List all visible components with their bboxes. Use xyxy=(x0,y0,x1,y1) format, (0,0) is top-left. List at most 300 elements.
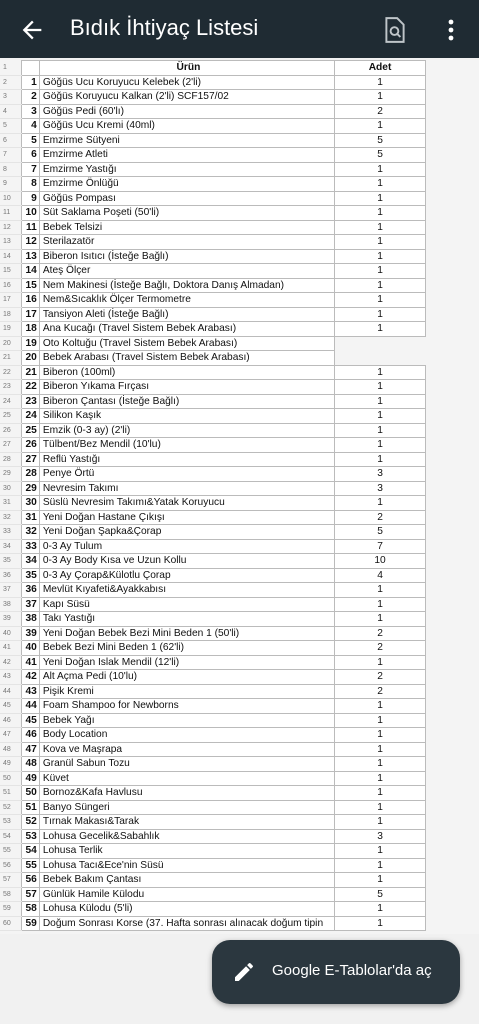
table-row xyxy=(0,423,426,438)
table-row xyxy=(0,90,426,105)
item-name-cell[interactable]: Tırnak Makası&Tarak xyxy=(39,815,334,830)
column-header-name[interactable]: Ürün xyxy=(39,61,334,76)
item-name-cell[interactable]: Lohusa Tacı&Ece'nin Süsü xyxy=(39,858,334,873)
row-number-cell[interactable]: 40 xyxy=(22,641,39,656)
quantity-cell[interactable]: 2 xyxy=(335,684,426,699)
quantity-cell[interactable]: 1 xyxy=(335,293,426,308)
item-name-cell[interactable]: Süslü Nevresim Takımı&Yatak Koruyucu xyxy=(39,496,334,511)
row-header: 51 xyxy=(0,786,22,801)
quantity-cell[interactable]: 7 xyxy=(335,539,426,554)
table-row xyxy=(0,612,426,627)
quantity-cell[interactable]: 1 xyxy=(335,307,426,322)
item-name-cell[interactable]: Tülbent/Bez Mendil (10'lu) xyxy=(39,438,334,453)
row-number-cell[interactable]: 6 xyxy=(22,148,39,163)
row-number-cell[interactable]: 14 xyxy=(22,264,39,279)
table-row xyxy=(0,104,426,119)
row-header: 35 xyxy=(0,554,22,569)
table-row xyxy=(0,438,426,453)
item-name-cell[interactable]: Tansiyon Aleti (İsteğe Bağlı) xyxy=(39,307,334,322)
row-header: 58 xyxy=(0,887,22,902)
row-header: 52 xyxy=(0,800,22,815)
row-number-cell[interactable]: 50 xyxy=(22,786,39,801)
quantity-cell[interactable]: 3 xyxy=(335,829,426,844)
table-row xyxy=(0,206,426,221)
table-row xyxy=(0,757,426,772)
item-name-cell[interactable]: Yeni Doğan Bebek Bezi Mini Beden 1 (50'li) xyxy=(39,626,334,641)
row-number-cell[interactable]: 20 xyxy=(22,351,39,366)
row-header: 47 xyxy=(0,728,22,743)
table-row xyxy=(0,365,426,380)
item-name-cell[interactable]: Yeni Doğan Şapka&Çorap xyxy=(39,525,334,540)
quantity-cell[interactable]: 1 xyxy=(335,583,426,598)
row-header: 42 xyxy=(0,655,22,670)
quantity-cell[interactable]: 1 xyxy=(335,699,426,714)
row-header: 2 xyxy=(0,75,22,90)
row-header: 53 xyxy=(0,815,22,830)
table-row xyxy=(0,162,426,177)
table-row xyxy=(0,771,426,786)
table-row xyxy=(0,148,426,163)
item-name-cell[interactable]: Göğüs Pompası xyxy=(39,191,334,206)
table-row xyxy=(0,728,426,743)
row-number-cell[interactable]: 16 xyxy=(22,293,39,308)
row-header: 48 xyxy=(0,742,22,757)
row-number-cell[interactable]: 25 xyxy=(22,423,39,438)
pencil-icon xyxy=(232,960,256,984)
item-name-cell[interactable]: Lohusa Külodu (5'li) xyxy=(39,902,334,917)
row-header: 14 xyxy=(0,249,22,264)
item-name-cell[interactable]: Emzirme Atleti xyxy=(39,148,334,163)
row-header: 50 xyxy=(0,771,22,786)
row-header: 27 xyxy=(0,438,22,453)
table-row xyxy=(0,452,426,467)
row-header: 49 xyxy=(0,757,22,772)
item-name-cell[interactable]: Yeni Doğan Hastane Çıkışı xyxy=(39,510,334,525)
quantity-cell[interactable]: 5 xyxy=(335,148,426,163)
quantity-cell[interactable]: 1 xyxy=(335,916,426,931)
row-number-cell[interactable]: 9 xyxy=(22,191,39,206)
quantity-cell[interactable]: 1 xyxy=(335,742,426,757)
item-name-cell[interactable]: Doğum Sonrası Korse (37. Hafta sonrası alınacak doğum tipin xyxy=(39,916,334,931)
row-number-cell[interactable]: 18 xyxy=(22,322,39,337)
row-header: 31 xyxy=(0,496,22,511)
row-header: 60 xyxy=(0,916,22,931)
find-in-document-icon[interactable] xyxy=(382,16,408,44)
row-number-cell[interactable]: 56 xyxy=(22,873,39,888)
table-row xyxy=(0,394,426,409)
quantity-cell[interactable]: 1 xyxy=(335,873,426,888)
row-number-cell[interactable]: 17 xyxy=(22,307,39,322)
table-row xyxy=(0,786,426,801)
row-header: 13 xyxy=(0,235,22,250)
item-name-cell[interactable]: Göğüs Pedi (60'lı) xyxy=(39,104,334,119)
row-header: 40 xyxy=(0,626,22,641)
row-header: 41 xyxy=(0,641,22,656)
item-name-cell[interactable]: Silikon Kaşık xyxy=(39,409,334,424)
row-header: 43 xyxy=(0,670,22,685)
row-number-cell[interactable]: 53 xyxy=(22,829,39,844)
table-row xyxy=(0,177,426,192)
quantity-cell[interactable]: 1 xyxy=(335,119,426,134)
quantity-cell[interactable]: 1 xyxy=(335,177,426,192)
spreadsheet-view[interactable] xyxy=(0,60,479,934)
quantity-cell[interactable]: 1 xyxy=(335,844,426,859)
table-row xyxy=(0,191,426,206)
table-row xyxy=(0,568,426,583)
quantity-cell[interactable]: 2 xyxy=(335,104,426,119)
row-number-cell[interactable]: 44 xyxy=(22,699,39,714)
item-name-cell[interactable]: Biberon (100ml) xyxy=(39,365,334,380)
quantity-cell[interactable]: 2 xyxy=(335,641,426,656)
item-name-cell[interactable]: Günlük Hamile Külodu xyxy=(39,887,334,902)
item-name-cell[interactable]: Nevresim Takımı xyxy=(39,481,334,496)
row-number-cell[interactable]: 59 xyxy=(22,916,39,931)
row-number-cell[interactable]: 47 xyxy=(22,742,39,757)
item-name-cell[interactable]: Bebek Yağı xyxy=(39,713,334,728)
quantity-cell[interactable]: 1 xyxy=(335,322,426,337)
table-row xyxy=(0,380,426,395)
table-row xyxy=(0,670,426,685)
table-row xyxy=(0,699,426,714)
item-name-cell[interactable]: Bornoz&Kafa Havlusu xyxy=(39,786,334,801)
quantity-cell[interactable]: 1 xyxy=(335,612,426,627)
quantity-cell[interactable] xyxy=(335,351,426,366)
table-row xyxy=(0,800,426,815)
quantity-cell[interactable]: 2 xyxy=(335,626,426,641)
table-row xyxy=(0,597,426,612)
open-in-sheets-label: Google E-Tablolar'da aç xyxy=(272,962,432,979)
table-row xyxy=(0,307,426,322)
row-number-cell[interactable]: 45 xyxy=(22,713,39,728)
quantity-cell[interactable]: 1 xyxy=(335,858,426,873)
table-row xyxy=(0,539,426,554)
table-row xyxy=(0,293,426,308)
table-row xyxy=(0,467,426,482)
row-header: 5 xyxy=(0,119,22,134)
row-header: 36 xyxy=(0,568,22,583)
item-name-cell[interactable]: Biberon Isıtıcı (İsteğe Bağlı) xyxy=(39,249,334,264)
table-row xyxy=(0,713,426,728)
quantity-cell[interactable]: 2 xyxy=(335,510,426,525)
row-header: 28 xyxy=(0,452,22,467)
row-header: 20 xyxy=(0,336,22,351)
row-number-cell[interactable]: 32 xyxy=(22,525,39,540)
app-bar xyxy=(0,0,479,58)
row-header: 54 xyxy=(0,829,22,844)
item-name-cell[interactable]: Nem&Sıcaklık Ölçer Termometre xyxy=(39,293,334,308)
table-row xyxy=(0,844,426,859)
row-number-cell[interactable]: 43 xyxy=(22,684,39,699)
table-row xyxy=(0,510,426,525)
item-name-cell[interactable]: Reflü Yastığı xyxy=(39,452,334,467)
table-row xyxy=(0,858,426,873)
item-name-cell[interactable]: 0-3 Ay Body Kısa ve Uzun Kollu xyxy=(39,554,334,569)
row-number-cell[interactable]: 1 xyxy=(22,75,39,90)
table-row xyxy=(0,829,426,844)
row-header: 29 xyxy=(0,467,22,482)
quantity-cell[interactable]: 1 xyxy=(335,235,426,250)
item-name-cell[interactable]: Penye Örtü xyxy=(39,467,334,482)
quantity-cell[interactable]: 1 xyxy=(335,771,426,786)
quantity-cell[interactable]: 1 xyxy=(335,423,426,438)
quantity-cell[interactable]: 5 xyxy=(335,887,426,902)
quantity-cell[interactable]: 1 xyxy=(335,713,426,728)
quantity-cell[interactable]: 1 xyxy=(335,409,426,424)
item-name-cell[interactable]: Küvet xyxy=(39,771,334,786)
row-number-cell[interactable]: 26 xyxy=(22,438,39,453)
quantity-cell[interactable]: 1 xyxy=(335,365,426,380)
row-number-cell[interactable]: 31 xyxy=(22,510,39,525)
row-number-cell[interactable]: 7 xyxy=(22,162,39,177)
row-number-cell[interactable]: 24 xyxy=(22,409,39,424)
row-header: 23 xyxy=(0,380,22,395)
table-row xyxy=(0,119,426,134)
quantity-cell[interactable]: 1 xyxy=(335,249,426,264)
row-header: 25 xyxy=(0,409,22,424)
row-number-cell[interactable]: 54 xyxy=(22,844,39,859)
row-number-cell[interactable]: 39 xyxy=(22,626,39,641)
row-number-cell[interactable]: 30 xyxy=(22,496,39,511)
row-header: 34 xyxy=(0,539,22,554)
row-header: 45 xyxy=(0,699,22,714)
item-name-cell[interactable]: Takı Yastığı xyxy=(39,612,334,627)
quantity-cell[interactable]: 1 xyxy=(335,162,426,177)
row-header: 12 xyxy=(0,220,22,235)
header-number-cell[interactable] xyxy=(22,61,39,76)
row-number-cell[interactable]: 37 xyxy=(22,597,39,612)
item-name-cell[interactable]: Yeni Doğan Islak Mendil (12'li) xyxy=(39,655,334,670)
table-row xyxy=(0,626,426,641)
item-name-cell[interactable]: Göğüs Koruyucu Kalkan (2'li) SCF157/02 xyxy=(39,90,334,105)
back-arrow-icon[interactable] xyxy=(18,16,46,44)
item-name-cell[interactable]: Nem Makinesi (İsteğe Bağlı, Doktora Danış Almadan) xyxy=(39,278,334,293)
table-row xyxy=(0,278,426,293)
quantity-cell[interactable]: 3 xyxy=(335,467,426,482)
row-header: 15 xyxy=(0,264,22,279)
row-number-cell[interactable]: 2 xyxy=(22,90,39,105)
table-row xyxy=(0,641,426,656)
quantity-cell[interactable]: 3 xyxy=(335,481,426,496)
quantity-cell[interactable]: 4 xyxy=(335,568,426,583)
item-name-cell[interactable]: Alt Açma Pedi (10'lu) xyxy=(39,670,334,685)
row-number-cell[interactable]: 5 xyxy=(22,133,39,148)
row-number-cell[interactable]: 3 xyxy=(22,104,39,119)
row-number-cell[interactable]: 29 xyxy=(22,481,39,496)
row-header: 6 xyxy=(0,133,22,148)
row-number-cell[interactable]: 10 xyxy=(22,206,39,221)
item-name-cell[interactable]: Kova ve Maşrapa xyxy=(39,742,334,757)
row-header: 8 xyxy=(0,162,22,177)
quantity-cell[interactable]: 1 xyxy=(335,206,426,221)
open-in-sheets-button[interactable] xyxy=(212,940,460,1004)
item-name-cell[interactable]: Süt Saklama Poşeti (50'li) xyxy=(39,206,334,221)
row-number-cell[interactable]: 42 xyxy=(22,670,39,685)
row-header: 59 xyxy=(0,902,22,917)
quantity-cell[interactable]: 1 xyxy=(335,496,426,511)
row-number-cell[interactable]: 46 xyxy=(22,728,39,743)
row-number-cell[interactable]: 58 xyxy=(22,902,39,917)
table-row xyxy=(0,525,426,540)
item-name-cell[interactable]: Biberon Çantası (İsteğe Bağlı) xyxy=(39,394,334,409)
table-row xyxy=(0,583,426,598)
row-header: 38 xyxy=(0,597,22,612)
quantity-cell[interactable]: 1 xyxy=(335,90,426,105)
table-row xyxy=(0,351,426,366)
quantity-cell[interactable]: 1 xyxy=(335,380,426,395)
quantity-cell[interactable]: 1 xyxy=(335,75,426,90)
item-name-cell[interactable]: 0-3 Ay Çorap&Külotlu Çorap xyxy=(39,568,334,583)
item-name-cell[interactable]: Emzik (0-3 ay) (2'li) xyxy=(39,423,334,438)
quantity-cell[interactable]: 1 xyxy=(335,278,426,293)
quantity-cell[interactable]: 1 xyxy=(335,264,426,279)
quantity-cell[interactable]: 1 xyxy=(335,438,426,453)
row-header: 19 xyxy=(0,322,22,337)
item-name-cell[interactable]: Banyo Süngeri xyxy=(39,800,334,815)
quantity-cell[interactable]: 1 xyxy=(335,902,426,917)
quantity-cell[interactable]: 1 xyxy=(335,655,426,670)
quantity-cell[interactable]: 1 xyxy=(335,728,426,743)
row-number-cell[interactable]: 22 xyxy=(22,380,39,395)
item-name-cell[interactable]: Kapı Süsü xyxy=(39,597,334,612)
row-number-cell[interactable]: 15 xyxy=(22,278,39,293)
row-header: 46 xyxy=(0,713,22,728)
item-name-cell[interactable]: Emzirme Sütyeni xyxy=(39,133,334,148)
item-name-cell[interactable]: Göğüs Ucu Kremi (40ml) xyxy=(39,119,334,134)
item-name-cell[interactable]: Lohusa Terlik xyxy=(39,844,334,859)
table-row xyxy=(0,554,426,569)
more-vert-icon[interactable] xyxy=(440,16,462,44)
item-name-cell[interactable]: Göğüs Ucu Koruyucu Kelebek (2'li) xyxy=(39,75,334,90)
row-number-cell[interactable]: 49 xyxy=(22,771,39,786)
row-number-cell[interactable]: 38 xyxy=(22,612,39,627)
row-number-cell[interactable]: 48 xyxy=(22,757,39,772)
row-header: 4 xyxy=(0,104,22,119)
row-number-cell[interactable]: 33 xyxy=(22,539,39,554)
item-name-cell[interactable]: Oto Koltuğu (Travel Sistem Bebek Arabası) xyxy=(39,336,334,351)
quantity-cell[interactable]: 1 xyxy=(335,220,426,235)
table-row xyxy=(0,322,426,337)
row-header: 30 xyxy=(0,481,22,496)
row-header: 17 xyxy=(0,293,22,308)
table-row xyxy=(0,684,426,699)
item-name-cell[interactable]: Emzirme Önlüğü xyxy=(39,177,334,192)
quantity-cell[interactable]: 5 xyxy=(335,133,426,148)
item-table xyxy=(0,60,426,931)
item-name-cell[interactable]: Biberon Yıkama Fırçası xyxy=(39,380,334,395)
row-number-cell[interactable]: 21 xyxy=(22,365,39,380)
item-name-cell[interactable]: Bebek Bakım Çantası xyxy=(39,873,334,888)
quantity-cell[interactable]: 1 xyxy=(335,394,426,409)
row-number-cell[interactable]: 4 xyxy=(22,119,39,134)
item-name-cell[interactable]: Ana Kucağı (Travel Sistem Bebek Arabası) xyxy=(39,322,334,337)
column-header-qty[interactable]: Adet xyxy=(335,61,426,76)
table-row xyxy=(0,887,426,902)
table-row xyxy=(0,655,426,670)
row-header: 44 xyxy=(0,684,22,699)
row-number-cell[interactable]: 27 xyxy=(22,452,39,467)
row-header: 1 xyxy=(0,61,22,76)
row-header: 57 xyxy=(0,873,22,888)
row-number-cell[interactable]: 13 xyxy=(22,249,39,264)
table-row xyxy=(0,409,426,424)
quantity-cell[interactable]: 1 xyxy=(335,815,426,830)
table-row xyxy=(0,235,426,250)
row-number-cell[interactable]: 23 xyxy=(22,394,39,409)
table-row xyxy=(0,916,426,931)
row-number-cell[interactable]: 19 xyxy=(22,336,39,351)
row-header: 39 xyxy=(0,612,22,627)
row-header: 24 xyxy=(0,394,22,409)
quantity-cell[interactable]: 5 xyxy=(335,525,426,540)
row-number-cell[interactable]: 35 xyxy=(22,568,39,583)
row-header: 22 xyxy=(0,365,22,380)
item-name-cell[interactable]: Granül Sabun Tozu xyxy=(39,757,334,772)
item-name-cell[interactable]: Bebek Telsizi xyxy=(39,220,334,235)
row-number-cell[interactable]: 28 xyxy=(22,467,39,482)
row-header: 32 xyxy=(0,510,22,525)
item-name-cell[interactable]: Lohusa Gecelik&Sabahlık xyxy=(39,829,334,844)
table-row xyxy=(0,481,426,496)
row-number-cell[interactable]: 52 xyxy=(22,815,39,830)
row-header: 16 xyxy=(0,278,22,293)
row-number-cell[interactable]: 11 xyxy=(22,220,39,235)
row-header: 21 xyxy=(0,351,22,366)
row-header: 26 xyxy=(0,423,22,438)
item-name-cell[interactable]: Pişik Kremi xyxy=(39,684,334,699)
row-header: 56 xyxy=(0,858,22,873)
quantity-cell[interactable]: 1 xyxy=(335,757,426,772)
quantity-cell[interactable]: 1 xyxy=(335,597,426,612)
row-number-cell[interactable]: 57 xyxy=(22,887,39,902)
item-name-cell[interactable]: Emzirme Yastığı xyxy=(39,162,334,177)
row-number-cell[interactable]: 41 xyxy=(22,655,39,670)
item-name-cell[interactable]: Foam Shampoo for Newborns xyxy=(39,699,334,714)
row-header: 9 xyxy=(0,177,22,192)
item-name-cell[interactable]: Bebek Bezi Mini Beden 1 (62'li) xyxy=(39,641,334,656)
item-name-cell[interactable]: 0-3 Ay Tulum xyxy=(39,539,334,554)
quantity-cell[interactable]: 1 xyxy=(335,786,426,801)
item-name-cell[interactable]: Body Location xyxy=(39,728,334,743)
row-header: 10 xyxy=(0,191,22,206)
quantity-cell[interactable]: 1 xyxy=(335,452,426,467)
table-row xyxy=(0,815,426,830)
row-header: 7 xyxy=(0,148,22,163)
quantity-cell[interactable]: 10 xyxy=(335,554,426,569)
row-number-cell[interactable]: 8 xyxy=(22,177,39,192)
quantity-cell[interactable]: 1 xyxy=(335,800,426,815)
row-header: 37 xyxy=(0,583,22,598)
row-header: 18 xyxy=(0,307,22,322)
table-row xyxy=(0,75,426,90)
item-name-cell[interactable]: Sterilazatör xyxy=(39,235,334,250)
row-number-cell[interactable]: 36 xyxy=(22,583,39,598)
row-number-cell[interactable]: 12 xyxy=(22,235,39,250)
row-number-cell[interactable]: 51 xyxy=(22,800,39,815)
quantity-cell[interactable]: 1 xyxy=(335,191,426,206)
header-row xyxy=(0,61,426,76)
item-name-cell[interactable]: Ateş Ölçer xyxy=(39,264,334,279)
item-name-cell[interactable]: Bebek Arabası (Travel Sistem Bebek Arabası) xyxy=(39,351,334,366)
page-title: Bıdık İhtiyaç Listesi xyxy=(70,15,259,40)
table-row xyxy=(0,336,426,351)
row-number-cell[interactable]: 55 xyxy=(22,858,39,873)
row-header: 3 xyxy=(0,90,22,105)
table-row xyxy=(0,249,426,264)
quantity-cell[interactable] xyxy=(335,336,426,351)
item-name-cell[interactable]: Mevlüt Kıyafeti&Ayakkabısı xyxy=(39,583,334,598)
row-number-cell[interactable]: 34 xyxy=(22,554,39,569)
quantity-cell[interactable]: 2 xyxy=(335,670,426,685)
